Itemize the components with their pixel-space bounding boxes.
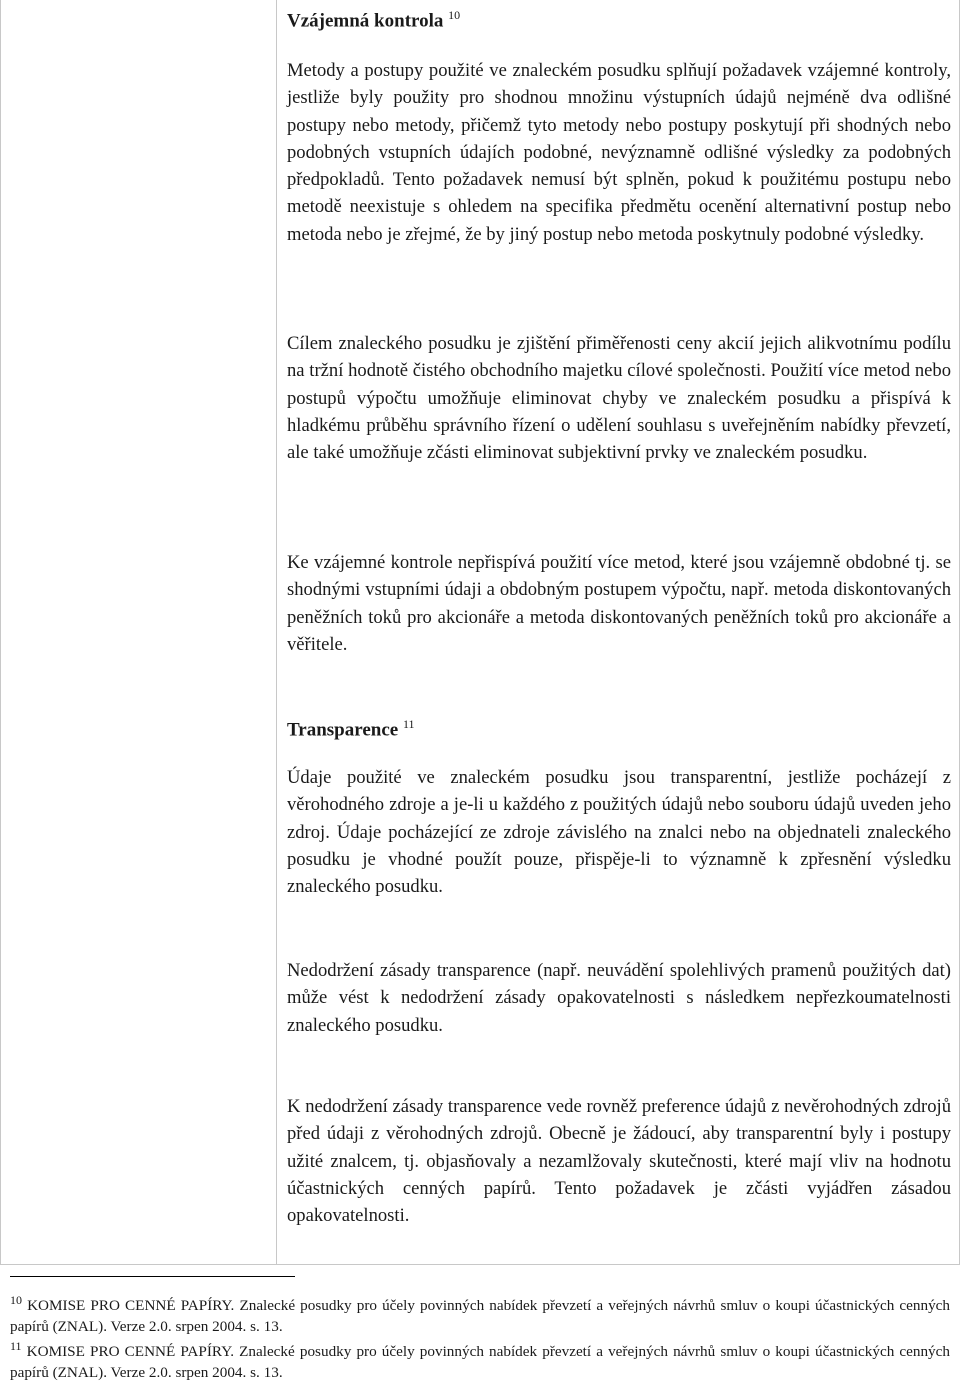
section-heading-transparence — [287, 711, 415, 743]
footnote — [10, 1290, 950, 1337]
footnote-text: KOMISE PRO CENNÉ PAPÍRY. Znalecké posudky pro účely povinných nabídek převzetí a veřejných návrhů smluv o koupi účastnických cenných papírů (ZNAL). Verze 2.0. srpen 2004. s. 13. — [10, 1297, 950, 1336]
footnote — [10, 1336, 950, 1383]
footnote-text: KOMISE PRO CENNÉ PAPÍRY. Znalecké posudky pro účely povinných nabídek převzetí a veřejných návrhů smluv o koupi účastnických cenných papírů (ZNAL). Verze 2.0. srpen 2004. s. 13. — [10, 1343, 950, 1382]
heading-text: Vzájemná kontrola — [287, 10, 444, 32]
paragraph: Ke vzájemné kontrole nepřispívá použití více metod, které jsou vzájemně obdobné tj. se shodnými vstupními údaji a obdobným postupem výpočtu, např. metoda diskontovaných peněžních toků pro akcionáře a metoda diskontovaných peněžních toků pro akcionáře a věřitele. — [287, 552, 951, 655]
footnote-separator — [10, 1276, 295, 1277]
footnote-number: 10 — [10, 1293, 22, 1307]
paragraph: K nedodržení zásady transparence vede rovněž preference údajů z nevěrohodných zdrojů před údaji z věrohodných zdrojů. Obecně je žádoucí, aby transparentní byly i postupy užité znalcem, tj. objasňovaly a nezamlžovaly skutečnosti, které mají vliv na hodnotu účastnických cenných papírů. Tento požadavek je zčásti vyjádřen zásadou opakovatelnosti. — [287, 1096, 951, 1227]
paragraph: Cílem znaleckého posudku je zjištění přiměřenosti ceny akcií jejich alikvotnímu podílu na tržní hodnotě čistého obchodního majetku cílové společnosti. Použití více metod nebo postupů výpočtu umožňuje eliminovat chyby ve znaleckém posudku a přispívá k hladkému průběhu správního řízení o udělení souhlasu s uveřejněním nabídky převzetí, ale také umožňuje zčásti eliminovat subjektivní prvky ve znaleckém posudku. — [287, 333, 951, 464]
paragraph: Metody a postupy použité ve znaleckém posudku splňují požadavek vzájemné kontroly, jestliže byly použity pro shodnou množinu výstupních údajů nejméně dva odlišné postupy nebo metody, přičemž tyto metody nebo postupy poskytují při shodných nebo podobných vstupních údajích podobné, nevýznamně odlišné výsledky za podobných předpokladů. Tento požadavek nemusí být splněn, pokud k použitému postupu nebo metodě neexistuje s ohledem na specifika předmětu ocenění alternativní postup nebo metoda nebo je zřejmé, že by jiný postup nebo metoda poskytnuly podobné výsledky. — [287, 60, 951, 245]
left-margin-column — [1, 0, 277, 1265]
paragraph: Nedodržení zásady transparence (např. neuvádění spolehlivých pramenů použitých dat) může vést k nedodržení zásady opakovatelnosti s následkem nepřezkoumatelnosti znaleckého posudku. — [287, 960, 951, 1036]
frame-bottom-rule — [0, 1264, 960, 1265]
footnote-number: 11 — [10, 1339, 22, 1353]
section-heading-vzajemna-kontrola — [287, 2, 460, 34]
footnote-ref: 10 — [448, 8, 461, 22]
heading-text: Transparence — [287, 719, 399, 741]
paragraph: Údaje použité ve znaleckém posudku jsou transparentní, jestliže pocházejí z věrohodného zdroje a je-li u každého z použitých údajů nebo souboru údajů uveden jeho zdroj. Údaje pocházející ze zdroje závislého na znalci nebo na objednateli znaleckého posudku je vhodné použít pouze, přispěje-li to významně k zpřesnění výsledku znaleckého posudku. — [287, 767, 951, 898]
footnote-ref: 11 — [402, 717, 415, 731]
